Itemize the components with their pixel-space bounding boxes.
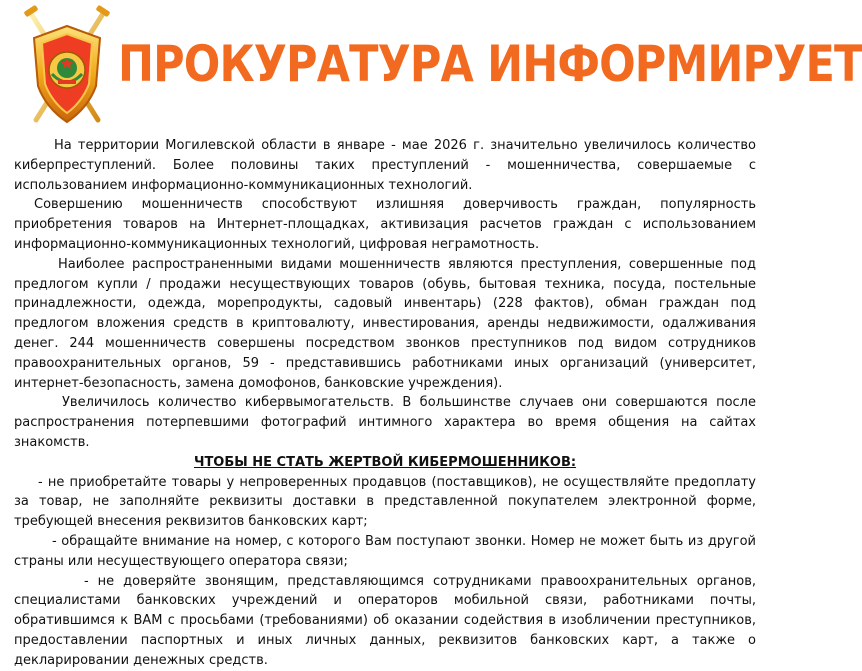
- paragraph-causes: Совершению мошенничеств способствуют излишняя доверчивость граждан, популярность приобретения товаров на Интернет-площадках, активизация расчетов граждан с использованием информационно-коммуникационных технологий, цифровая неграмотность.: [14, 197, 756, 252]
- page-title: ПРОКУРАТУРА ИНФОРМИРУЕТ: [118, 35, 862, 93]
- tip-item: - обращайте внимание на номер, с которого Вам поступают звонки. Номер не может быть из другой страны или несуществующего оператора связи;: [14, 533, 756, 569]
- warning-heading: ЧТОБЫ НЕ СТАТЬ ЖЕРТВОЙ КИБЕРМОШЕННИКОВ:: [193, 454, 577, 470]
- paragraph-fraud-types: Наиболее распространенными видами мошенничеств являются преступления, совершенные под предлогом купли / продажи несуществующих товаров (обувь, бытовая техника, посуда, постельные принадлежности, одежда, морепродукты, садовый инвентарь) (228 фактов), обман граждан под предлогом вложения средств в криптовалюту, инвестирования, аренды недвижимости, одалживания денег. 244 мошенничеств совершены посредством звонков преступников под видом сотрудников правоохранительных органов, 59 - представившись работниками иных организаций (университет, интернет-безопасность, замена домофонов, банковские учреждения).: [14, 256, 756, 391]
- article-body: [14, 136, 756, 671]
- paragraph-intro: На территории Могилевской области в январе - мае 2026 г. значительно увеличилось количество киберпреступлений. Более половины таких преступлений - мошенничества, совершаемые с использованием информационно-коммуникационных технологий.: [14, 138, 756, 193]
- page-header: [0, 0, 862, 130]
- paragraph-extortion: Увеличилось количество кибервымогательств. В большинстве случаев они совершаются после распространения потерпевшими фотографий интимного характера во время общения на сайтах знакомств.: [14, 395, 756, 450]
- tip-item: - не доверяйте звонящим, представляющимся сотрудниками правоохранительных органов, специалистами банковских учреждений и операторов мобильной связи, работниками почты, обратившимся к ВАМ с просьбами (требованиями) об оказании содействия в изобличении преступников, предоставлении паспортных и иных личных данных, реквизитов банковских карт, а также о декларировании денежных средств.: [14, 573, 756, 668]
- tip-item: - не приобретайте товары у непроверенных продавцов (поставщиков), не осуществляйте предоплату за товар, не заполняйте реквизиты доставки в представленной покупателем электронной форме, требующей внесения реквизитов банковских карт;: [14, 474, 756, 530]
- prosecutor-emblem-icon: [22, 8, 112, 130]
